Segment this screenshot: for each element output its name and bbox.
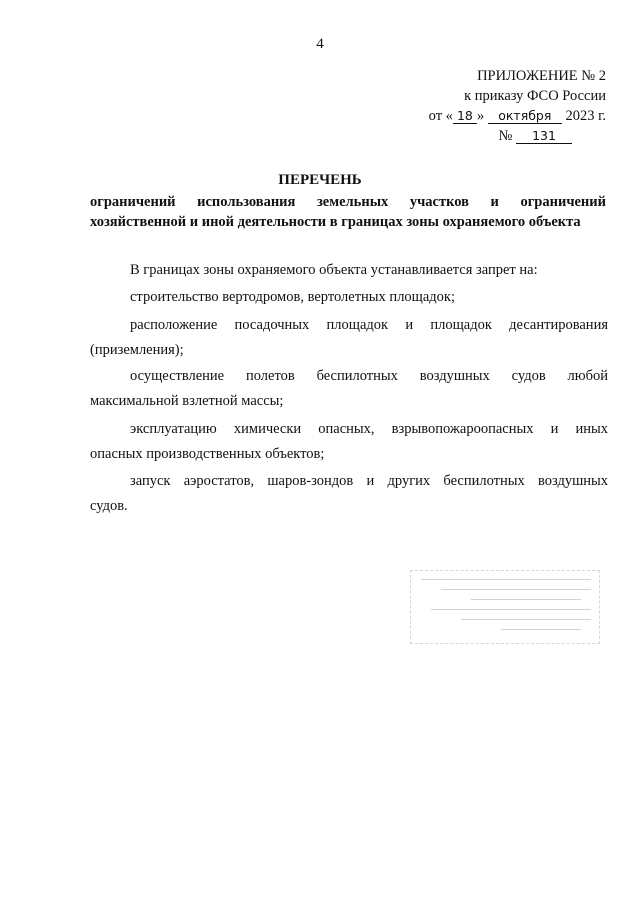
appendix-order-line: к приказу ФСО России [464, 88, 606, 104]
list-item [90, 417, 608, 467]
item-line-1: расположение посадочных площадок и площадок десантирования [130, 317, 608, 333]
appendix-header [429, 66, 606, 146]
item-line-2: судов. [90, 498, 128, 514]
intro-paragraph: В границах зоны охраняемого объекта устанавливается запрет на: [130, 262, 538, 278]
appendix-number [429, 126, 572, 146]
appendix-title: ПРИЛОЖЕНИЕ № 2 [477, 68, 606, 84]
item-line-1: запуск аэростатов, шаров-зондов и других беспилотных воздушных [130, 473, 608, 489]
number-label: № [498, 128, 513, 144]
list-item [90, 313, 608, 363]
appendix-date [429, 106, 606, 126]
date-prefix: от « [428, 108, 453, 124]
item-line-2: опасных производственных объектов; [90, 446, 325, 462]
list-item [90, 364, 608, 414]
number-value: 131 [516, 128, 572, 144]
list-item [90, 285, 608, 310]
date-day: 18 [453, 108, 477, 124]
item-line-1: осуществление полетов беспилотных воздушных судов любой [130, 368, 608, 384]
item-line-2: (приземления); [90, 342, 184, 358]
faded-stamp [410, 570, 600, 644]
item-line-1: строительство вертодромов, вертолетных площадок; [130, 289, 455, 305]
subtitle-line-2: хозяйственной и иной деятельности в границах зоны охраняемого объекта [90, 214, 581, 230]
date-mid: » [476, 108, 485, 124]
list-item [90, 469, 608, 519]
page-number: 4 [316, 36, 324, 52]
subtitle-line-1: ограничений использования земельных участков и ограничений [90, 194, 606, 210]
document-subtitle [90, 192, 606, 232]
document-title: ПЕРЕЧЕНЬ [278, 172, 362, 188]
date-year: 2023 г. [565, 108, 606, 124]
date-month: октября [488, 108, 562, 124]
item-line-2: максимальной взлетной массы; [90, 393, 284, 409]
item-line-1: эксплуатацию химически опасных, взрывопожароопасных и иных [130, 421, 608, 437]
